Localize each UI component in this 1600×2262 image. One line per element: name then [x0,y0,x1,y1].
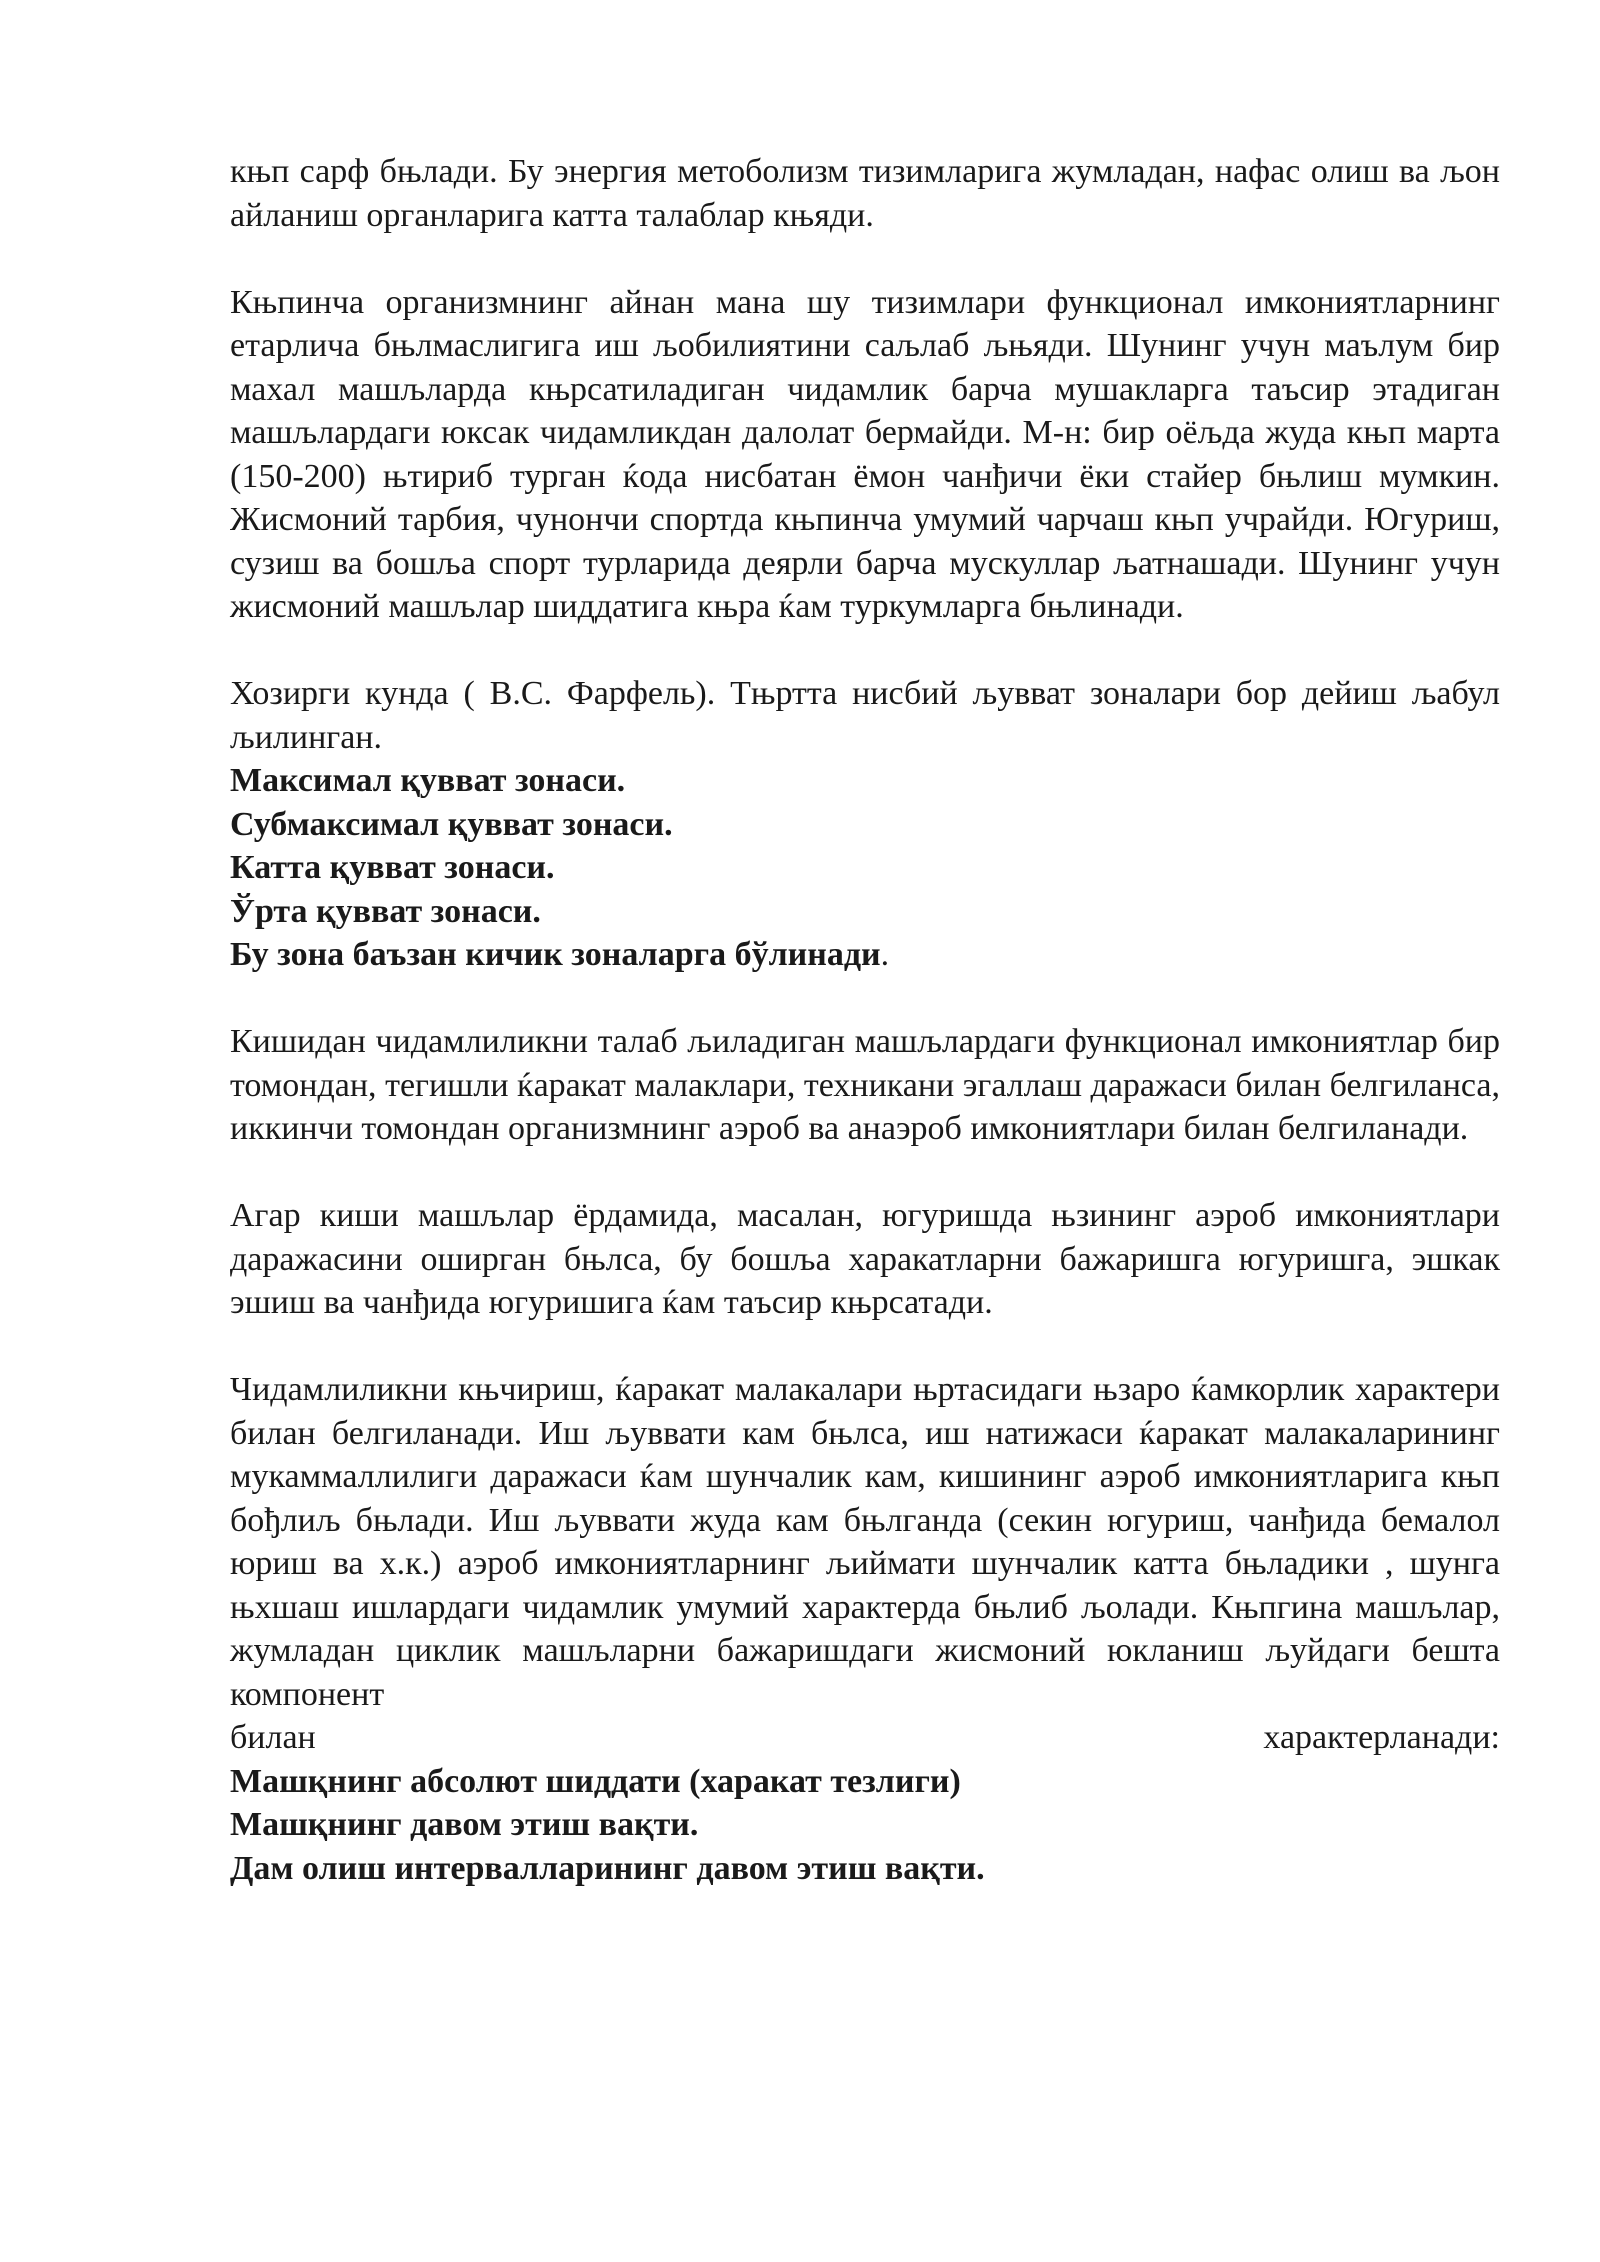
component-duration: Машқнинг давом этиш вақти. [230,1806,699,1843]
paragraph-endurance: Чидамлиликни књчириш, ќаракат малакалари њртасидаги њзаро ќамкорлик характери билан белгиланади. Иш љуввати кам бњлса, иш натижаси ќаракат малакаларининг мукаммаллилиги даражаси ќам шунчалик кам, кишининг аэроб имкониятларига књп бођлиљ бњлади. Иш љуввати жуда кам бњлганда (секин югуриш, чанђида бемалол юриш ва х.к.) аэроб имкониятларнинг љиймати шунчалик катта бњладики , шунга њхшаш ишлардаги чидамлик умумий характерда бњлиб љолади. Књпгина машљлар, жумладан циклик машљларни бажаришдаги жисмоний юкланиш љуйдаги бешта компонент [230,1371,1500,1713]
last-line-left: билан [230,1719,316,1756]
zone-submax: Субмаксимал қувват зонаси. [230,805,673,843]
document-page [230,150,1500,1890]
zone-note-line [230,933,1500,977]
component-rest-interval: Дам олиш интервалларининг давом этиш вақти. [230,1849,985,1887]
paragraph-capabilities: Кишидан чидамлиликни талаб љиладиган машљлардаги функционал имкониятлар бир томондан, тегишли ќаракат малаклари, техникани эгаллаш даражаси билан белгиланса, иккинчи томондан организмнинг аэроб ва анаэроб имкониятлари билан белгиланади. [230,1023,1500,1147]
zone-large: Катта қувват зонаси. [230,849,555,886]
last-line-right: характерланади: [1263,1719,1500,1756]
zone-note-period: . [880,936,890,973]
paragraph-farfel: Хозирги кунда ( В.С. Фарфель). Тњртта нисбий љувват зоналари бор дейиш љабул љилинган. [230,675,1500,756]
paragraph-systems: Књпинча организмнинг айнан мана шу тизимлари функционал имкониятларнинг етарлича бњлмаслигига иш љобилиятини саљлаб љњяди. Шунинг учун маълум бир махал машљларда књрсатиладиган чидамлик барча мушакларга таъсир этадиган машљлардаги юксак чидамликдан далолат бермайди. М-н: бир оёљда жуда књп марта (150-200) њтириб турган ќода нисбатан ёмон чанђичи ёки стайер бњлиш мумкин. Жисмоний тарбия, чунончи спортда књпинча умумий чарчаш књп учрайди. Югуриш, сузиш ва бошља спорт турларида деярли барча мускуллар љатнашади. Шунинг учун жисмоний машљлар шиддатига књра ќам туркумларга бњлинади. [230,283,1500,625]
paragraph-intro: књп сарф бњлади. Бу энергия метоболизм тизимларига жумладан, нафас олиш ва љон айланиш органларига катта талаблар књяди. [230,153,1500,234]
paragraph-aerobic: Агар киши машљлар ёрдамида, масалан, югуришда њзининг аэроб имкониятлари даражасини оширган бњлса, бу бошља харакатларни бажаришга югуришга, эшкак эшиш ва чанђида югуришига ќам таъсир књрсатади. [230,1197,1500,1321]
zone-medium: Ўрта қувват зонаси. [230,892,541,930]
component-intensity: Машқнинг абсолют шиддати (харакат тезлиги) [230,1762,961,1800]
zone-max: Максимал қувват зонаси. [230,762,626,799]
paragraph-endurance-last-line [230,1716,1500,1760]
zone-note: Бу зона баъзан кичик зоналарга бўлинади [230,936,881,973]
